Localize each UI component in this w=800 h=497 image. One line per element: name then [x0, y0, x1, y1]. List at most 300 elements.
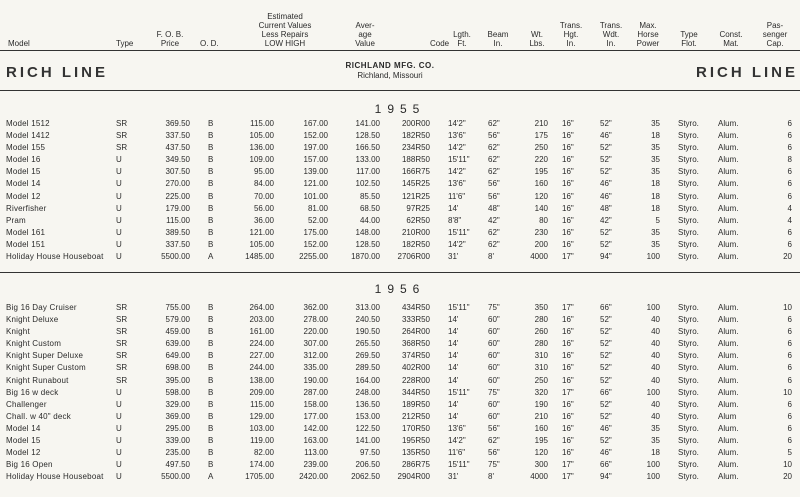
weight-cell: 120 — [534, 448, 548, 458]
flotation-cell: Styro. — [678, 131, 699, 141]
average-value-cell: 166.50 — [355, 143, 380, 153]
od-cell: A — [208, 472, 214, 482]
table-row — [0, 338, 800, 350]
passenger-cell: 6 — [787, 363, 792, 373]
flotation-cell: Styro. — [678, 203, 699, 213]
code-cell: 121R25 — [401, 191, 430, 201]
high-value-cell: 81.00 — [307, 203, 328, 213]
header-length: Lgth. Ft. — [453, 30, 471, 48]
od-cell: B — [208, 327, 214, 337]
model-cell: Model 14 — [6, 423, 41, 433]
table-row — [0, 411, 800, 423]
length-cell: 11'6" — [448, 191, 466, 201]
max-hp-cell: 40 — [651, 375, 660, 385]
table-row — [0, 166, 800, 178]
table-row — [0, 302, 800, 314]
year-heading-1956: 1956 — [374, 282, 426, 296]
material-cell: Alum. — [718, 460, 739, 470]
low-value-cell: 203.00 — [249, 315, 274, 325]
high-value-cell: 239.00 — [303, 460, 328, 470]
material-cell: Alum. — [718, 143, 739, 153]
average-value-cell: 85.50 — [359, 191, 380, 201]
material-cell: Alum. — [718, 351, 739, 361]
table-row — [0, 375, 800, 387]
average-value-cell: 164.00 — [355, 375, 380, 385]
flotation-cell: Styro. — [678, 448, 699, 458]
transom-width-cell: 52" — [600, 351, 612, 361]
passenger-cell: 6 — [787, 119, 792, 128]
manufacturer-city: Richland, Missouri — [357, 71, 423, 80]
flotation-cell: Styro. — [678, 315, 699, 325]
table-row — [0, 314, 800, 326]
fob-price-cell: 235.00 — [165, 448, 190, 458]
flotation-cell: Styro. — [678, 375, 699, 385]
low-value-cell: 84.00 — [253, 179, 274, 189]
length-cell: 14' — [448, 327, 459, 337]
model-cell: Knight Super Custom — [6, 363, 86, 373]
beam-cell: 62" — [488, 155, 500, 165]
average-value-cell: 141.00 — [355, 436, 380, 446]
transom-height-cell: 16" — [562, 351, 574, 361]
length-cell: 8'8" — [448, 215, 462, 225]
transom-height-cell: 16" — [562, 315, 574, 325]
table-1955 — [0, 118, 800, 263]
transom-height-cell: 16" — [562, 227, 574, 237]
high-value-cell: 335.00 — [303, 363, 328, 373]
transom-height-cell: 16" — [562, 375, 574, 385]
fob-price-cell: 339.00 — [165, 436, 190, 446]
od-cell: B — [208, 179, 214, 189]
max-hp-cell: 100 — [646, 472, 660, 482]
length-cell: 14' — [448, 411, 459, 421]
passenger-cell: 10 — [783, 387, 792, 397]
type-cell: SR — [116, 143, 128, 153]
low-value-cell: 174.00 — [249, 460, 274, 470]
low-value-cell: 70.00 — [253, 191, 274, 201]
model-cell: Big 16 Open — [6, 460, 53, 470]
material-cell: Alum. — [718, 239, 739, 249]
weight-cell: 210 — [534, 411, 548, 421]
column-header-row — [0, 0, 800, 52]
high-value-cell: 278.00 — [303, 315, 328, 325]
fob-price-cell: 337.50 — [165, 239, 190, 249]
passenger-cell: 6 — [787, 351, 792, 361]
transom-height-cell: 16" — [562, 423, 574, 433]
type-cell: U — [116, 239, 122, 249]
header-weight: Wt. Lbs. — [529, 30, 545, 48]
beam-cell: 62" — [488, 227, 500, 237]
beam-cell: 48" — [488, 203, 500, 213]
low-value-cell: 109.00 — [249, 155, 274, 165]
transom-width-cell: 52" — [600, 155, 612, 165]
transom-height-cell: 16" — [562, 215, 574, 225]
code-cell: 228R00 — [401, 375, 430, 385]
low-value-cell: 224.00 — [249, 339, 274, 349]
weight-cell: 300 — [534, 460, 548, 470]
transom-height-cell: 16" — [562, 448, 574, 458]
fob-price-cell: 459.00 — [165, 327, 190, 337]
material-cell: Alum. — [718, 215, 739, 225]
brand-left: RICH LINE — [6, 64, 108, 81]
average-value-cell: 128.50 — [355, 131, 380, 141]
table-row — [0, 227, 800, 239]
beam-cell: 62" — [488, 239, 500, 249]
weight-cell: 310 — [534, 363, 548, 373]
flotation-cell: Styro. — [678, 179, 699, 189]
table-row — [0, 471, 800, 483]
flotation-cell: Styro. — [678, 436, 699, 446]
header-od: O. D. — [200, 39, 219, 48]
od-cell: B — [208, 155, 214, 165]
max-hp-cell: 40 — [651, 339, 660, 349]
material-cell: Alum. — [718, 375, 739, 385]
length-cell: 13'6" — [448, 131, 466, 141]
passenger-cell: 6 — [787, 436, 792, 446]
type-cell: SR — [116, 351, 128, 361]
table-row — [0, 142, 800, 154]
low-value-cell: 115.00 — [250, 119, 274, 128]
length-cell: 13'6" — [448, 423, 466, 433]
od-cell: B — [208, 411, 214, 421]
transom-height-cell: 16" — [562, 191, 574, 201]
od-cell: B — [208, 436, 214, 446]
od-cell: B — [208, 239, 214, 249]
weight-cell: 195 — [534, 167, 548, 177]
code-cell: 62R50 — [406, 215, 430, 225]
passenger-cell: 6 — [787, 143, 792, 153]
weight-cell: 190 — [534, 399, 548, 409]
fob-price-cell: 337.50 — [165, 131, 190, 141]
transom-width-cell: 46" — [600, 131, 612, 141]
max-hp-cell: 35 — [651, 227, 660, 237]
passenger-cell: 6 — [787, 227, 792, 237]
beam-cell: 62" — [488, 143, 500, 153]
fob-price-cell: 395.00 — [165, 375, 190, 385]
average-value-cell: 190.50 — [355, 327, 380, 337]
model-cell: Knight Runabout — [6, 375, 69, 385]
od-cell: B — [208, 303, 214, 312]
length-cell: 31' — [448, 472, 459, 482]
header-passenger-capacity: Pas- senger Cap. — [762, 21, 788, 48]
od-cell: B — [208, 191, 214, 201]
table-row — [0, 191, 800, 203]
passenger-cell: 10 — [783, 303, 792, 312]
table-row — [0, 130, 800, 142]
passenger-cell: 20 — [783, 472, 792, 482]
weight-cell: 175 — [534, 131, 548, 141]
model-cell: Big 16 w deck — [6, 387, 59, 397]
transom-height-cell: 16" — [562, 167, 574, 177]
type-cell: U — [116, 448, 122, 458]
average-value-cell: 1870.00 — [351, 252, 380, 262]
material-cell: Alum. — [718, 363, 739, 373]
transom-width-cell: 52" — [600, 411, 612, 421]
table-row — [0, 178, 800, 190]
code-cell: 286R75 — [401, 460, 430, 470]
passenger-cell: 6 — [787, 423, 792, 433]
code-cell: 210R00 — [401, 227, 430, 237]
header-construction-material: Const. Mat. — [719, 30, 743, 48]
max-hp-cell: 40 — [651, 399, 660, 409]
transom-width-cell: 94" — [600, 472, 612, 482]
type-cell: SR — [116, 303, 128, 312]
low-value-cell: 36.00 — [253, 215, 274, 225]
length-cell: 14' — [448, 399, 459, 409]
transom-width-cell: 52" — [600, 363, 612, 373]
weight-cell: 230 — [534, 227, 548, 237]
flotation-cell: Styro. — [678, 351, 699, 361]
transom-width-cell: 52" — [600, 167, 612, 177]
high-value-cell: 2420.00 — [299, 472, 328, 482]
low-value-cell: 82.00 — [253, 448, 274, 458]
beam-cell: 60" — [488, 363, 500, 373]
model-cell: Model 12 — [6, 191, 41, 201]
high-value-cell: 101.00 — [303, 191, 328, 201]
transom-width-cell: 66" — [600, 460, 612, 470]
header-rule — [0, 50, 800, 51]
flotation-cell: Styro. — [678, 143, 699, 153]
high-value-cell: 190.00 — [303, 375, 328, 385]
flotation-cell: Styro. — [678, 167, 699, 177]
material-cell: Alum. — [718, 423, 739, 433]
code-cell: 264R00 — [401, 327, 430, 337]
passenger-cell: 6 — [787, 339, 792, 349]
transom-height-cell: 16" — [562, 131, 574, 141]
passenger-cell: 6 — [787, 375, 792, 385]
code-cell: 182R50 — [401, 239, 430, 249]
model-cell: Model 161 — [6, 227, 46, 237]
transom-width-cell: 52" — [600, 327, 612, 337]
od-cell: B — [208, 375, 214, 385]
type-cell: SR — [116, 119, 128, 128]
average-value-cell: 289.50 — [355, 363, 380, 373]
type-cell: U — [116, 227, 122, 237]
low-value-cell: 244.00 — [249, 363, 274, 373]
material-cell: Alum. — [718, 399, 739, 409]
transom-height-cell: 17" — [562, 252, 574, 262]
fob-price-cell: 649.00 — [165, 351, 190, 361]
flotation-cell: Styro. — [678, 472, 699, 482]
fob-price-cell: 295.00 — [165, 423, 190, 433]
model-cell: Model 12 — [6, 448, 41, 458]
weight-cell: 4000 — [530, 252, 548, 262]
transom-width-cell: 52" — [600, 399, 612, 409]
passenger-cell: 6 — [787, 179, 792, 189]
table-row — [0, 447, 800, 459]
model-cell: Model 1512 — [6, 119, 50, 128]
max-hp-cell: 35 — [651, 155, 660, 165]
length-cell: 13'6" — [448, 179, 466, 189]
material-cell: Alum. — [718, 339, 739, 349]
model-cell: Pram — [6, 215, 26, 225]
transom-width-cell: 66" — [600, 303, 612, 312]
beam-cell: 60" — [488, 399, 500, 409]
length-cell: 14' — [448, 315, 459, 325]
beam-cell: 75" — [488, 387, 500, 397]
material-cell: Alum. — [718, 327, 739, 337]
max-hp-cell: 18 — [651, 191, 660, 201]
model-cell: Knight Super Deluxe — [6, 351, 84, 361]
low-value-cell: 227.00 — [249, 351, 274, 361]
year-heading-1955: 1955 — [374, 102, 426, 116]
transom-height-cell: 17" — [562, 387, 574, 397]
transom-width-cell: 52" — [600, 436, 612, 446]
transom-width-cell: 66" — [600, 387, 612, 397]
length-cell: 15'11" — [448, 155, 470, 165]
low-value-cell: 138.00 — [249, 375, 274, 385]
beam-cell: 62" — [488, 119, 500, 128]
material-cell: Alum. — [718, 131, 739, 141]
type-cell: U — [116, 191, 122, 201]
average-value-cell: 133.00 — [355, 155, 380, 165]
transom-height-cell: 16" — [562, 155, 574, 165]
type-cell: U — [116, 472, 122, 482]
type-cell: U — [116, 411, 122, 421]
material-cell: Alum. — [718, 167, 739, 177]
table-row — [0, 350, 800, 362]
model-cell: Big 16 Day Cruiser — [6, 303, 77, 312]
type-cell: SR — [116, 327, 128, 337]
passenger-cell: 6 — [787, 399, 792, 409]
average-value-cell: 117.00 — [356, 167, 380, 177]
weight-cell: 250 — [534, 143, 548, 153]
beam-cell: 60" — [488, 315, 500, 325]
od-cell: B — [208, 399, 214, 409]
od-cell: B — [208, 460, 214, 470]
beam-cell: 60" — [488, 339, 500, 349]
code-cell: 189R50 — [401, 399, 430, 409]
length-cell: 15'11" — [448, 303, 470, 312]
table-row — [0, 239, 800, 251]
code-cell: 97R25 — [406, 203, 430, 213]
transom-width-cell: 48" — [600, 203, 612, 213]
type-cell: SR — [116, 363, 128, 373]
transom-height-cell: 16" — [562, 203, 574, 213]
weight-cell: 160 — [534, 423, 548, 433]
material-cell: Alum. — [718, 472, 739, 482]
low-value-cell: 1705.00 — [245, 472, 274, 482]
od-cell: B — [208, 351, 214, 361]
fob-price-cell: 437.50 — [165, 143, 190, 153]
average-value-cell: 206.50 — [355, 460, 380, 470]
fob-price-cell: 389.50 — [165, 227, 190, 237]
od-cell: B — [208, 167, 214, 177]
transom-width-cell: 52" — [600, 315, 612, 325]
max-hp-cell: 18 — [651, 448, 660, 458]
flotation-cell: Styro. — [678, 363, 699, 373]
passenger-cell: 20 — [783, 252, 792, 262]
header-flotation-type: Type Flot. — [680, 30, 698, 48]
length-cell: 14' — [448, 339, 459, 349]
passenger-cell: 6 — [787, 191, 792, 201]
type-cell: U — [116, 436, 122, 446]
code-cell: 170R50 — [401, 423, 430, 433]
header-beam: Beam In. — [487, 30, 509, 48]
manufacturer-block — [320, 61, 460, 81]
beam-cell: 56" — [488, 131, 500, 141]
model-cell: Knight Custom — [6, 339, 62, 349]
high-value-cell: 121.00 — [303, 179, 328, 189]
transom-height-cell: 16" — [562, 363, 574, 373]
beam-cell: 8' — [488, 472, 494, 482]
type-cell: U — [116, 167, 122, 177]
weight-cell: 195 — [534, 436, 548, 446]
code-cell: 166R75 — [401, 167, 430, 177]
fob-price-cell: 270.00 — [165, 179, 190, 189]
average-value-cell: 248.00 — [355, 387, 380, 397]
flotation-cell: Styro. — [678, 215, 699, 225]
material-cell: Alum. — [718, 179, 739, 189]
transom-width-cell: 42" — [600, 215, 612, 225]
high-value-cell: 177.00 — [303, 411, 328, 421]
low-value-cell: 103.00 — [249, 423, 274, 433]
table-row — [0, 251, 800, 263]
od-cell: B — [208, 143, 214, 153]
low-value-cell: 264.00 — [249, 303, 274, 312]
code-cell: 2706R00 — [397, 252, 430, 262]
model-cell: Challenger — [6, 399, 47, 409]
beam-cell: 8' — [488, 252, 494, 262]
low-value-cell: 129.00 — [249, 411, 274, 421]
average-value-cell: 136.50 — [355, 399, 380, 409]
material-cell: Alum. — [718, 252, 739, 262]
weight-cell: 80 — [539, 215, 548, 225]
high-value-cell: 197.00 — [303, 143, 328, 153]
low-value-cell: 209.00 — [249, 387, 274, 397]
max-hp-cell: 100 — [646, 252, 660, 262]
beam-cell: 42" — [488, 215, 500, 225]
model-cell: Model 151 — [6, 239, 46, 249]
max-hp-cell: 40 — [651, 315, 660, 325]
flotation-cell: Styro. — [678, 119, 699, 128]
max-hp-cell: 5 — [655, 215, 660, 225]
table-row — [0, 215, 800, 227]
table-row — [0, 203, 800, 215]
length-cell: 14'2" — [448, 119, 466, 128]
low-value-cell: 1485.00 — [245, 252, 274, 262]
type-cell: SR — [116, 375, 128, 385]
transom-height-cell: 17" — [562, 303, 574, 312]
low-value-cell: 95.00 — [253, 167, 274, 177]
fob-price-cell: 497.50 — [165, 460, 190, 470]
flotation-cell: Styro. — [678, 460, 699, 470]
max-hp-cell: 18 — [651, 203, 660, 213]
passenger-cell: 8 — [787, 155, 792, 165]
beam-cell: 60" — [488, 327, 500, 337]
high-value-cell: 287.00 — [303, 387, 328, 397]
od-cell: B — [208, 363, 214, 373]
average-value-cell: 148.00 — [355, 227, 380, 237]
beam-cell: 56" — [488, 448, 500, 458]
length-cell: 14' — [448, 203, 459, 213]
od-cell: B — [208, 423, 214, 433]
average-value-cell: 265.50 — [355, 339, 380, 349]
low-value-cell: 161.00 — [249, 327, 274, 337]
fob-price-cell: 639.00 — [165, 339, 190, 349]
type-cell: U — [116, 460, 122, 470]
type-cell: U — [116, 252, 122, 262]
type-cell: U — [116, 399, 122, 409]
weight-cell: 200 — [534, 239, 548, 249]
flotation-cell: Styro. — [678, 191, 699, 201]
high-value-cell: 175.00 — [303, 227, 328, 237]
model-cell: Model 15 — [6, 436, 41, 446]
transom-height-cell: 16" — [562, 119, 574, 128]
header-transom-width: Trans. Wdt. In. — [599, 21, 623, 48]
high-value-cell: 158.00 — [303, 399, 328, 409]
average-value-cell: 240.50 — [355, 315, 380, 325]
model-cell: Model 15 — [6, 167, 41, 177]
